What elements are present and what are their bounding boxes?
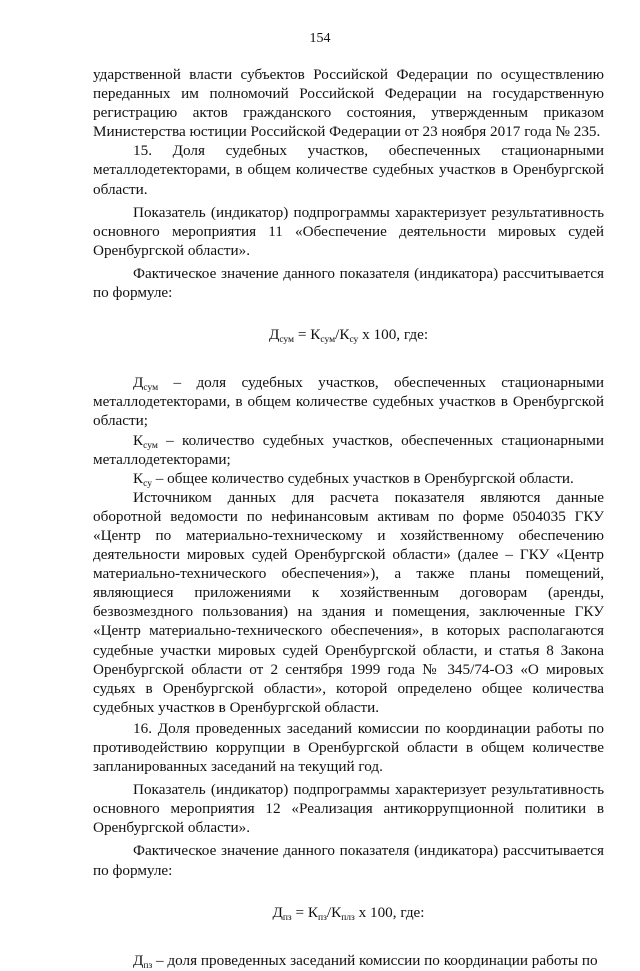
paragraph-indicator-description: Показатель (индикатор) подпрограммы характеризует результативность основного мероприятия 11 «Обеспечение деятельности мировых судей Оренбургской области».: [93, 203, 604, 259]
document-body: [93, 65, 604, 970]
paragraph-formula-intro: Фактическое значение данного показателя (индикатора) рассчитывается по формуле:: [93, 264, 604, 302]
paragraph-item-16: 16. Доля проведенных заседаний комиссии по координации работы по противодействию коррупции в Оренбургской области в общем количестве запланированных заседаний на текущий год.: [93, 719, 604, 776]
paragraph-data-sources: Источником данных для расчета показателя являются данные оборотной ведомости по нефинансовым активам по форме 0504035 ГКУ «Центр по материально-техническому и хозяйственному обеспечению деятельности мировых судей Оренбургской области» (далее – ГКУ «Центр материально-технического обеспечения»), а также планы помещений, являющиеся приложениями к хозяйственным договорам (аренды, безвозмездного пользования) на здания и помещения, заключенные ГКУ «Центр материально-технического обеспечения», в которых располагаются судебные участки мировых судей Оренбургской области, и статья 8 Закона Оренбургской области от 2 сентября 1999 года № 345/74-ОЗ «О мировых судьях в Оренбургской области», которой определено общее количества судебных участков в Оренбургской области.: [93, 488, 604, 716]
paragraph-item-15: 15. Доля судебных участков, обеспеченных стационарными металлодетекторами, в общем количестве судебных участков в Оренбургской области.: [93, 142, 604, 198]
formula-2: $Д_{пз} = К_{пз}/К_{плз}$ х 100, где:: [272, 903, 425, 923]
formula-1: $Д_{сум} = К_{сум}/К_{су}$ х 100, где:: [268, 326, 429, 346]
paragraph-formula-intro-2: Фактическое значение данного показателя (индикатора) рассчитывается по формуле:: [93, 842, 604, 879]
definition-k-sum: $К_{сум}$ – количество судебных участков, обеспеченных стационарными металлодетекторами;: [93, 431, 604, 468]
paragraph-indicator-description-2: Показатель (индикатор) подпрограммы характеризует результативность основного мероприятия 12 «Реализация антикоррупционной политики в Оренбургской области».: [93, 781, 604, 837]
definition-d-pz: $Д_{пз}$ – доля проведенных заседаний комиссии по координации работы по: [133, 951, 598, 971]
definition-d-sum: $Д_{сум}$ – доля судебных участков, обеспеченных стационарными металлодетекторами, в общем количестве судебных участков в Оренбургской области;: [93, 374, 604, 430]
page-number: 154: [309, 31, 331, 46]
paragraph-continuation: ударственной власти субъектов Российской Федерации по осуществлению переданных им полномочий Российской Федерации на государственную регистрацию актов гражданского состояния, утвержденным приказом Министерства юстиции Российской Федерации от 23 ноября 2017 года № 235.: [93, 66, 604, 141]
definition-k-su: $К_{су}$ – общее количество судебных участков в Оренбургской области.: [133, 469, 574, 489]
